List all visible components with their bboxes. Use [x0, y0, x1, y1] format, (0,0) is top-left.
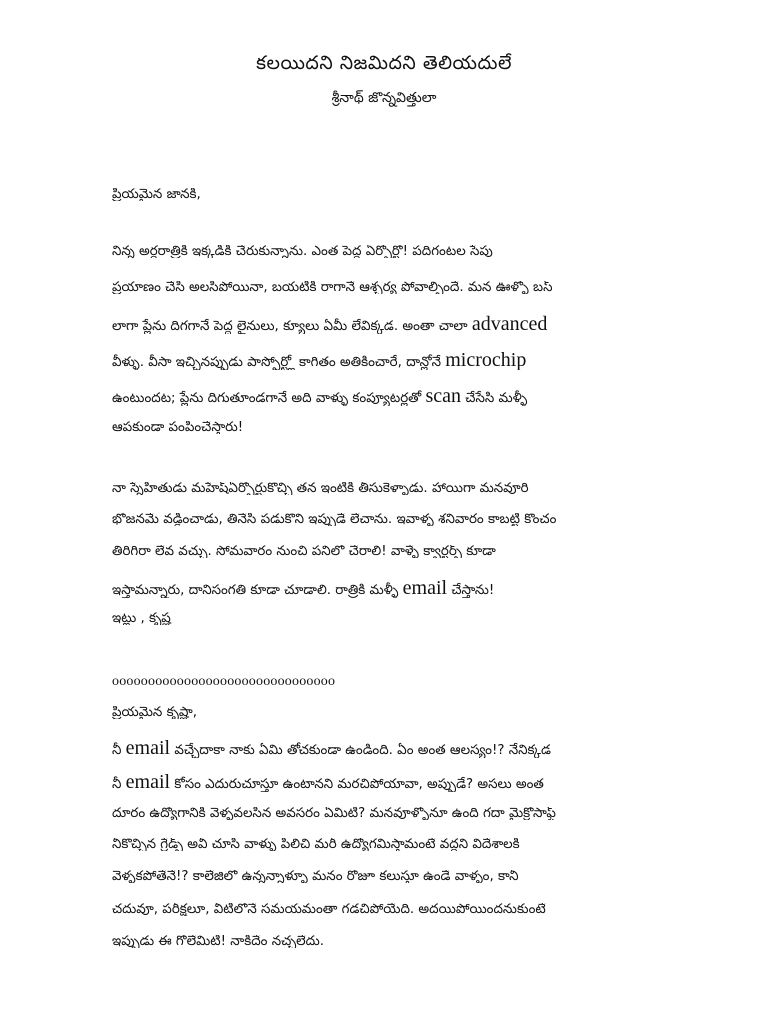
text-segment: కోసం ఎదురుచూస్తూ ఉంటానని మరచిపోయావా, అప్పుడే? అసలు అంత	[170, 777, 544, 792]
author-name: శ్రీనాథ్ జొన్నవిత్తులా	[331, 90, 437, 106]
letter1-salutation: ప్రియమైన జానకి,	[112, 188, 201, 202]
english-word: advanced	[471, 314, 548, 334]
story-title: కలయిదని నిజమిదని తెలియదులే	[256, 52, 512, 74]
letter1-p2-line2: భోజనమే వడ్డించాడు, తినేసి పడుకొని ఇప్పుడే లేచాను. ఇవాళ్ళ శనివారం కాబట్టి కొంచం	[112, 513, 557, 527]
text-segment: నీ	[112, 743, 126, 758]
english-word: email	[125, 772, 171, 792]
english-word: microchip	[445, 350, 527, 370]
letter2-line6: చదువూ, పరీక్షలూ, వీటిలోనే సమయమంతా గడచిపోయేది. అదయిపోయిందనుకుంటే	[112, 903, 546, 917]
text-segment: నీ	[112, 777, 126, 792]
english-word: email	[125, 738, 171, 758]
letter1-p1-line1: నిన్న అర్ధరాత్రికి ఇక్కడికి చేరుకున్నాను. ఎంత పెద్ద ఏర్పోర్టో! పదిగంటల సేపు	[112, 245, 493, 259]
text-segment: ఉంటుందట; ప్లేను దిగుతూండగానే అది వాళ్ళు కంప్యూటర్లతో	[112, 391, 426, 406]
letter1-p1-line4	[112, 350, 672, 370]
letter1-p2-line4	[112, 578, 672, 598]
text-segment: వీళ్ళు. వీసా ఇచ్చినప్పుడు పాస్పోర్ట్లో కాగితం అతికించారే, దాన్లోనే	[112, 355, 446, 370]
letter1-p1-line2: ప్రయాణం చేసి అలసిపోయినా, బయటికి రాగానే ఆశ్చర్య పోవాల్సిందే. మన ఊళ్ళో బస్	[112, 281, 553, 295]
letter1-p2-line1: నా స్నేహితుడు మహేష్ఏర్పోర్టుకొచ్చి తన ఇంటికి తీసుకెళ్ళాడు. హాయిగా మనవూరి	[112, 482, 529, 496]
letter2-line5: వెళ్ళకపోతేనే!? కాలేజిలో ఉన్నన్నాళ్ళూ మనం రోజూ కలుస్తూ ఉండే వాళ్ళం, కానీ	[112, 870, 519, 884]
text-segment: వచ్చేదాకా నాకు ఏమి తోచకుండా ఉండింది. ఏం అంత ఆలస్యం!? నేనిక్కడ	[170, 743, 551, 758]
letter1-p2-line3: తిరిగిరా లేవ వచ్చు. సోమవారం నుంచి పనిలో చేరాలి! వాళ్ళే క్వార్టర్స్ కూడా	[112, 545, 496, 559]
text-segment: చేస్తాను!	[447, 583, 495, 598]
letter2-salutation: ప్రియమైన కృష్ణా,	[112, 706, 197, 720]
letter1-p1-line5	[112, 386, 672, 406]
text-segment: లాగా ప్లేను దిగగానే పెద్ద లైనులు, క్యూలు ఏమీ లేవిక్కడ. అంతా చాలా	[112, 319, 472, 334]
letter1-p1-line6: ఆపకుండా పంపించేస్తారు!	[112, 421, 244, 435]
letter2-line3: దూరం ఉద్యోగానికి వెళ్ళవలసిన అవసరం ఏమిటి? మనవూళ్ళోనూ ఉంది గదా మైక్రోసాఫ్ట్	[112, 807, 556, 821]
section-separator: ooooooooooooooooooooooooooooooo	[112, 675, 336, 689]
text-segment: చేసేసి మళ్ళీ	[461, 391, 528, 406]
letter1-signature: ఇట్లు , కృష్ణ	[112, 612, 171, 626]
letter2-line7: ఇప్పుడు ఈ గోలేమిటి! నాకిదేం నచ్చలేదు.	[112, 935, 324, 949]
text-segment: ఇస్తామన్నారు, దానిసంగతి కూడా చూడాలి. రాత్రికి మళ్ళీ	[112, 583, 403, 598]
letter2-line4: నీకొచ్చిన గ్రేడ్స్ అవీ చూసి వాళ్ళు పిలిచి మరీ ఉద్యోగమిస్తామంటే వద్దని విదేశాలకి	[112, 838, 520, 852]
letter2-line2	[112, 772, 672, 792]
english-word: scan	[425, 386, 462, 406]
letter2-line1	[112, 738, 672, 758]
letter1-p1-line3	[112, 314, 672, 334]
english-word: email	[402, 578, 448, 598]
